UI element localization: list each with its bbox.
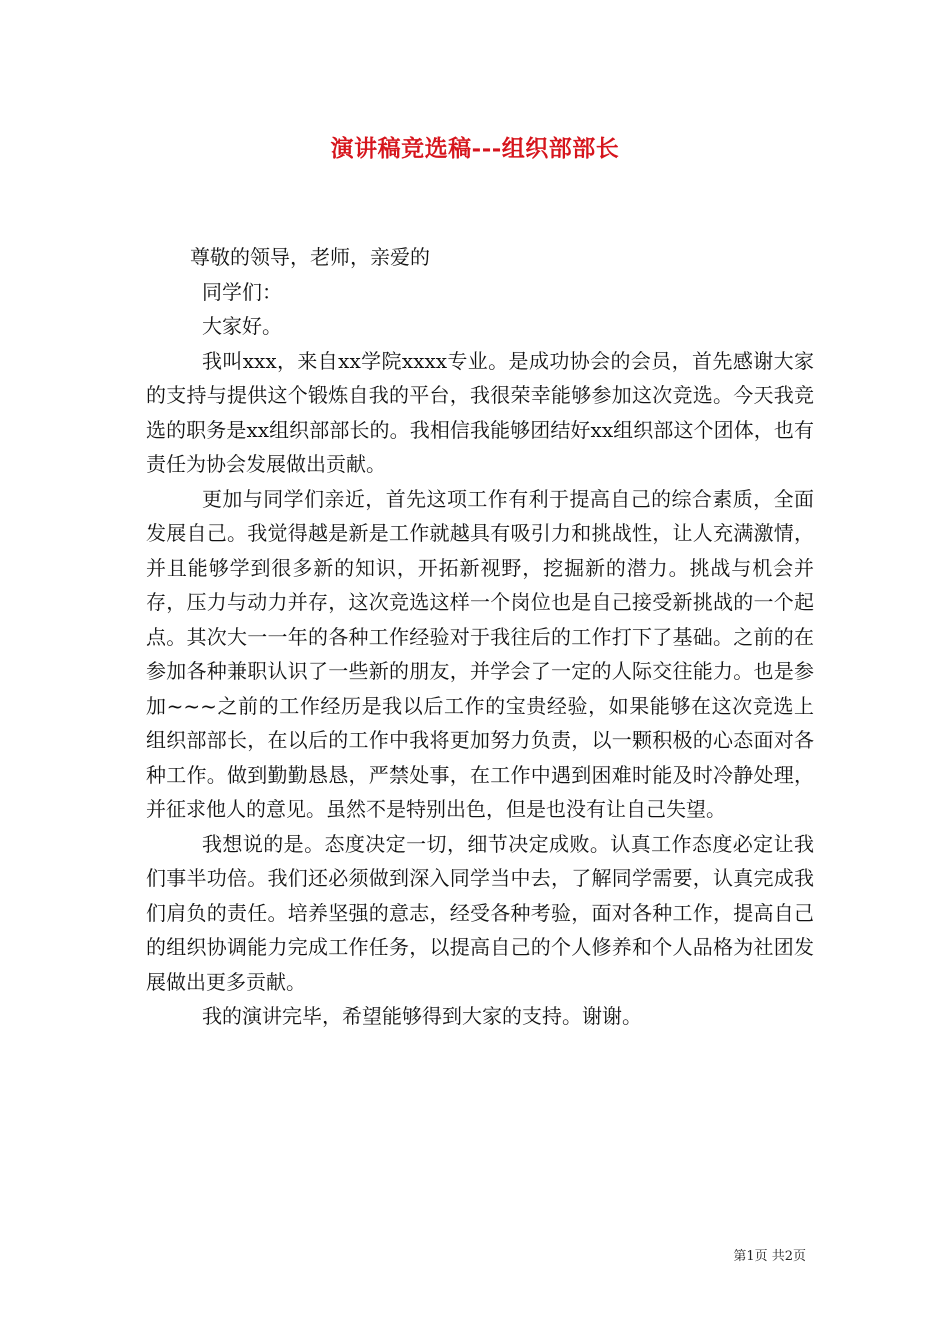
greeting: 大家好。	[202, 314, 282, 338]
paragraph-3: 我想说的是。态度决定一切，细节决定成败。认真工作态度必定让我们事半功倍。我们还必须做到深入同学当中去，了解同学需要，认真完成我们肩负的责任。培养坚强的意志，经受各种考验，面对各种工作，提高自己的组织协调能力完成工作任务，以提高自己的个人修养和个人品格为社团发展做出更多贡献。	[146, 831, 814, 994]
document-body	[146, 240, 814, 1034]
paragraph-4: 我的演讲完毕，希望能够得到大家的支持。谢谢。	[202, 1004, 642, 1028]
document-title: 演讲稿竞选稿---组织部部长	[330, 135, 620, 162]
salutation-line-2: 同学们：	[202, 279, 282, 304]
salutation-line-1: 尊敬的领导，老师，亲爱的	[190, 245, 430, 269]
paragraph-1: 我叫xxx，来自xx学院xxxx专业。是成功协会的会员，首先感谢大家的支持与提供这个锻炼自我的平台，我很荣幸能够参加这次竞选。今天我竞选的职务是xx组织部部长的。我相信我能够团结好xx组织部这个团体，也有责任为协会发展做出贡献。	[146, 348, 814, 476]
page-number-footer: 第1页 共2页	[733, 1249, 806, 1264]
paragraph-2: 更加与同学们亲近，首先这项工作有利于提高自己的综合素质，全面发展自己。我觉得越是新是工作就越具有吸引力和挑战性，让人充满激情，并且能够学到很多新的知识，开拓新视野，挖掘新的潜力。挑战与机会并存，压力与动力并存，这次竞选这样一个岗位也是自己接受新挑战的一个起点。其次大一一年的各种工作经验对于我往后的工作打下了基础。之前的在参加各种兼职认识了一些新的朋友，并学会了一定的人际交往能力。也是参加~~~之前的工作经历是我以后工作的宝贵经验，如果能够在这次竞选上组织部部长，在以后的工作中我将更加努力负责，以一颗积极的心态面对各种工作。做到勤勤恳恳，严禁处事，在工作中遇到困难时能及时冷静处理，并征求他人的意见。虽然不是特别出色，但是也没有让自己失望。	[146, 486, 814, 821]
